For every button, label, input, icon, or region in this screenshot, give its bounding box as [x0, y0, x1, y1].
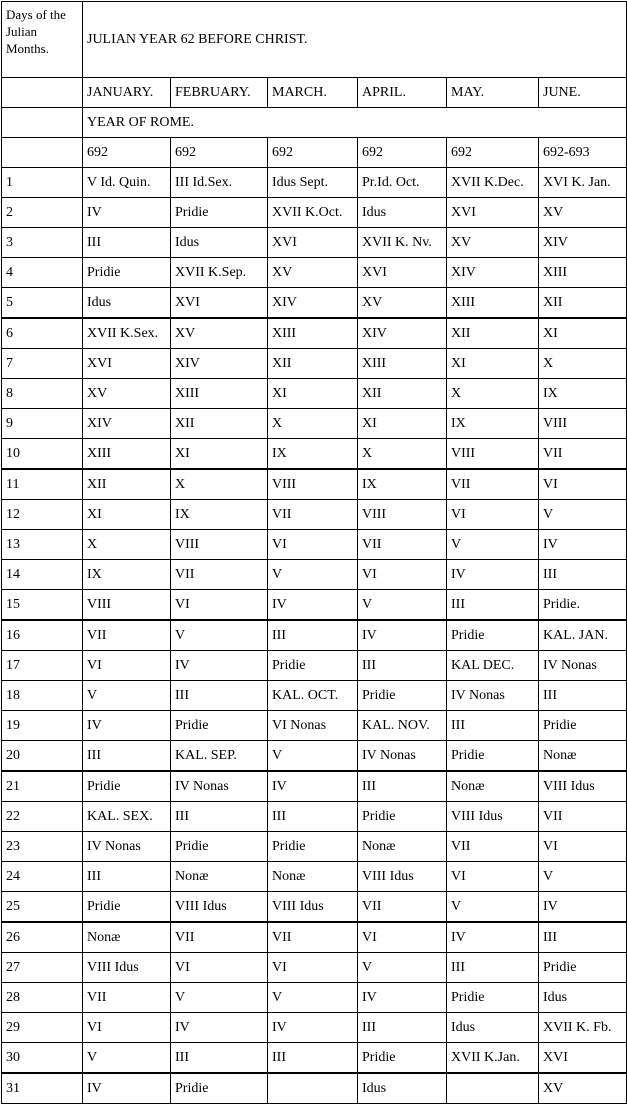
- rome-year: 692: [268, 138, 358, 168]
- date-cell: III: [447, 590, 539, 621]
- date-cell: XVI: [171, 288, 268, 319]
- date-cell: VIII: [171, 530, 268, 560]
- date-cell: V: [447, 530, 539, 560]
- date-cell: Pridie: [539, 711, 627, 741]
- date-cell: III: [268, 620, 358, 651]
- date-cell: Idus: [447, 1013, 539, 1043]
- date-cell: [447, 1073, 539, 1104]
- date-cell: XV: [539, 1073, 627, 1104]
- date-cell: IV Nonas: [358, 741, 447, 772]
- day-number: 4: [2, 258, 83, 288]
- date-cell: XV: [171, 318, 268, 349]
- date-cell: VI: [358, 560, 447, 590]
- table-row: [2, 258, 627, 288]
- date-cell: V: [268, 741, 358, 772]
- date-cell: XVI: [447, 198, 539, 228]
- table-row: [2, 620, 627, 651]
- date-cell: Nonæ: [358, 832, 447, 862]
- date-cell: XVII K.Dec.: [447, 168, 539, 198]
- date-cell: XIV: [358, 318, 447, 349]
- day-number: 16: [2, 620, 83, 651]
- day-number: 7: [2, 349, 83, 379]
- table-row: [2, 168, 627, 198]
- date-cell: XII: [171, 409, 268, 439]
- date-cell: V: [447, 892, 539, 923]
- date-cell: XIV: [268, 288, 358, 319]
- date-cell: V: [268, 560, 358, 590]
- date-cell: VII: [358, 530, 447, 560]
- table-row: [2, 318, 627, 349]
- date-cell: X: [171, 469, 268, 500]
- rome-years-empty: [2, 138, 83, 168]
- date-cell: Pridie: [358, 681, 447, 711]
- date-cell: IV: [171, 651, 268, 681]
- table-row: [2, 832, 627, 862]
- date-cell: III: [171, 1043, 268, 1074]
- month-header: APRIL.: [358, 78, 447, 108]
- date-cell: V: [268, 983, 358, 1013]
- date-cell: Idus Sept.: [268, 168, 358, 198]
- date-cell: Pridie: [171, 832, 268, 862]
- date-cell: VII: [447, 832, 539, 862]
- date-cell: XIII: [539, 258, 627, 288]
- date-cell: XVI: [539, 1043, 627, 1074]
- date-cell: XIV: [447, 258, 539, 288]
- date-cell: VIII: [447, 439, 539, 470]
- date-cell: XV: [539, 198, 627, 228]
- date-cell: VI: [447, 862, 539, 892]
- date-cell: IV: [171, 1013, 268, 1043]
- date-cell: XI: [539, 318, 627, 349]
- date-cell: Pridie: [83, 258, 171, 288]
- date-cell: VI: [83, 1013, 171, 1043]
- date-cell: XVII K.Sep.: [171, 258, 268, 288]
- date-cell: XIII: [171, 379, 268, 409]
- table-row: [2, 651, 627, 681]
- table-row: [2, 681, 627, 711]
- date-cell: Pridie: [447, 741, 539, 772]
- date-cell: XVII K.Oct.: [268, 198, 358, 228]
- date-cell: Pridie: [358, 1043, 447, 1074]
- rome-year: 692-693: [539, 138, 627, 168]
- day-number: 14: [2, 560, 83, 590]
- date-cell: VI: [268, 953, 358, 983]
- date-cell: VI: [447, 500, 539, 530]
- date-cell: [268, 1073, 358, 1104]
- month-header: JANUARY.: [83, 78, 171, 108]
- date-cell: VIII Idus: [268, 892, 358, 923]
- date-cell: VIII Idus: [83, 953, 171, 983]
- date-cell: III: [83, 228, 171, 258]
- day-number: 6: [2, 318, 83, 349]
- month-header: MARCH.: [268, 78, 358, 108]
- month-header: MAY.: [447, 78, 539, 108]
- date-cell: VI: [539, 832, 627, 862]
- table-row: [2, 500, 627, 530]
- day-number: 31: [2, 1073, 83, 1104]
- date-cell: III: [358, 771, 447, 802]
- day-number: 26: [2, 922, 83, 953]
- date-cell: XIII: [447, 288, 539, 319]
- date-cell: III: [358, 651, 447, 681]
- date-cell: XVII K. Nv.: [358, 228, 447, 258]
- day-number: 25: [2, 892, 83, 923]
- date-cell: XII: [358, 379, 447, 409]
- date-cell: VI: [171, 590, 268, 621]
- table-row: [2, 922, 627, 953]
- date-cell: IX: [539, 379, 627, 409]
- date-cell: V: [171, 620, 268, 651]
- date-cell: VIII: [268, 469, 358, 500]
- rome-label-row: [2, 108, 627, 138]
- date-cell: VI: [83, 651, 171, 681]
- date-cell: III: [539, 922, 627, 953]
- date-cell: IV: [83, 711, 171, 741]
- day-number: 29: [2, 1013, 83, 1043]
- date-cell: IV: [447, 560, 539, 590]
- day-number: 23: [2, 832, 83, 862]
- table-row: [2, 560, 627, 590]
- title-row: [2, 2, 627, 78]
- day-number: 1: [2, 168, 83, 198]
- date-cell: Nonæ: [83, 922, 171, 953]
- date-cell: Idus: [83, 288, 171, 319]
- date-cell: III: [83, 741, 171, 772]
- date-cell: X: [358, 439, 447, 470]
- date-cell: KAL. NOV.: [358, 711, 447, 741]
- date-cell: Pridie: [447, 620, 539, 651]
- day-number: 5: [2, 288, 83, 319]
- table-row: [2, 1043, 627, 1074]
- date-cell: IX: [447, 409, 539, 439]
- date-cell: V: [358, 953, 447, 983]
- date-cell: VIII Idus: [171, 892, 268, 923]
- date-cell: XV: [358, 288, 447, 319]
- day-number: 28: [2, 983, 83, 1013]
- date-cell: V: [83, 1043, 171, 1074]
- table-row: [2, 439, 627, 470]
- date-cell: Nonæ: [539, 741, 627, 772]
- day-number: 3: [2, 228, 83, 258]
- date-cell: Pridie: [358, 802, 447, 832]
- date-cell: Pr.Id. Oct.: [358, 168, 447, 198]
- date-cell: Pridie: [83, 892, 171, 923]
- corner-label: Days of the Julian Months.: [2, 2, 83, 78]
- month-header: FEBRUARY.: [171, 78, 268, 108]
- date-cell: IV: [539, 530, 627, 560]
- date-cell: Pridie: [83, 771, 171, 802]
- date-cell: KAL. JAN.: [539, 620, 627, 651]
- rome-label-empty: [2, 108, 83, 138]
- date-cell: IV: [83, 1073, 171, 1104]
- date-cell: IX: [83, 560, 171, 590]
- date-cell: VII: [268, 500, 358, 530]
- table-row: [2, 1013, 627, 1043]
- date-cell: Pridie: [447, 983, 539, 1013]
- day-number: 12: [2, 500, 83, 530]
- date-cell: VII: [171, 560, 268, 590]
- date-cell: IV: [358, 983, 447, 1013]
- date-cell: VII: [83, 983, 171, 1013]
- date-cell: VI Nonas: [268, 711, 358, 741]
- date-cell: VIII Idus: [447, 802, 539, 832]
- date-cell: VII: [171, 922, 268, 953]
- date-cell: III: [447, 953, 539, 983]
- date-cell: XVII K.Jan.: [447, 1043, 539, 1074]
- date-cell: XVI K. Jan.: [539, 168, 627, 198]
- day-number: 15: [2, 590, 83, 621]
- date-cell: III: [539, 681, 627, 711]
- date-cell: KAL. SEP.: [171, 741, 268, 772]
- date-cell: Idus: [539, 983, 627, 1013]
- date-cell: V: [83, 681, 171, 711]
- date-cell: VIII Idus: [539, 771, 627, 802]
- date-cell: KAL. OCT.: [268, 681, 358, 711]
- date-cell: XIV: [83, 409, 171, 439]
- day-number: 11: [2, 469, 83, 500]
- table-row: [2, 228, 627, 258]
- date-cell: III: [358, 1013, 447, 1043]
- date-cell: XII: [539, 288, 627, 319]
- date-cell: X: [447, 379, 539, 409]
- date-cell: III: [268, 1043, 358, 1074]
- date-cell: VIII: [358, 500, 447, 530]
- date-cell: XV: [447, 228, 539, 258]
- day-number: 30: [2, 1043, 83, 1074]
- date-cell: Idus: [171, 228, 268, 258]
- date-cell: VII: [268, 922, 358, 953]
- table-title: JULIAN YEAR 62 BEFORE CHRIST.: [83, 2, 627, 78]
- date-cell: XI: [268, 379, 358, 409]
- date-cell: XII: [83, 469, 171, 500]
- table-row: [2, 590, 627, 621]
- date-cell: XV: [268, 258, 358, 288]
- date-cell: Nonæ: [447, 771, 539, 802]
- rome-year: 692: [358, 138, 447, 168]
- date-cell: IV: [83, 198, 171, 228]
- day-number: 24: [2, 862, 83, 892]
- date-cell: VII: [83, 620, 171, 651]
- date-cell: VII: [447, 469, 539, 500]
- month-header: JUNE.: [539, 78, 627, 108]
- date-cell: V Id. Quin.: [83, 168, 171, 198]
- date-cell: Pridie: [268, 832, 358, 862]
- date-cell: III: [447, 711, 539, 741]
- date-cell: X: [539, 349, 627, 379]
- rome-year: 692: [447, 138, 539, 168]
- date-cell: VI: [539, 469, 627, 500]
- date-cell: Nonæ: [171, 862, 268, 892]
- date-cell: IV Nonas: [83, 832, 171, 862]
- date-cell: Nonæ: [268, 862, 358, 892]
- date-cell: XII: [268, 349, 358, 379]
- day-number: 17: [2, 651, 83, 681]
- date-cell: III: [171, 802, 268, 832]
- date-cell: III Id.Sex.: [171, 168, 268, 198]
- date-cell: XII: [447, 318, 539, 349]
- date-cell: Idus: [358, 198, 447, 228]
- date-cell: XVII K.Sex.: [83, 318, 171, 349]
- month-header-empty: [2, 78, 83, 108]
- table-row: [2, 469, 627, 500]
- date-cell: Pridie: [268, 651, 358, 681]
- day-number: 9: [2, 409, 83, 439]
- date-cell: XVI: [268, 228, 358, 258]
- table-row: [2, 771, 627, 802]
- date-cell: III: [539, 560, 627, 590]
- rome-years-row: [2, 138, 627, 168]
- date-cell: VIII: [83, 590, 171, 621]
- date-cell: Pridie: [171, 198, 268, 228]
- date-cell: IV: [447, 922, 539, 953]
- date-cell: III: [268, 802, 358, 832]
- date-cell: KAL. SEX.: [83, 802, 171, 832]
- rome-label: YEAR OF ROME.: [83, 108, 627, 138]
- date-cell: Idus: [358, 1073, 447, 1104]
- date-cell: VII: [539, 802, 627, 832]
- day-number: 19: [2, 711, 83, 741]
- date-cell: IV Nonas: [539, 651, 627, 681]
- calendar-body: [2, 2, 627, 1104]
- date-cell: IV Nonas: [447, 681, 539, 711]
- day-number: 13: [2, 530, 83, 560]
- date-cell: VIII: [539, 409, 627, 439]
- julian-calendar-table: [1, 1, 627, 1104]
- date-cell: VI: [268, 530, 358, 560]
- table-row: [2, 379, 627, 409]
- date-cell: VII: [539, 439, 627, 470]
- date-cell: XIV: [539, 228, 627, 258]
- table-row: [2, 983, 627, 1013]
- table-row: [2, 530, 627, 560]
- date-cell: XI: [358, 409, 447, 439]
- month-header-row: [2, 78, 627, 108]
- date-cell: XV: [83, 379, 171, 409]
- date-cell: Pridie: [539, 953, 627, 983]
- date-cell: XIII: [358, 349, 447, 379]
- date-cell: IV: [358, 620, 447, 651]
- date-cell: IV: [268, 771, 358, 802]
- table-row: [2, 711, 627, 741]
- date-cell: Pridie: [171, 1073, 268, 1104]
- date-cell: III: [171, 681, 268, 711]
- date-cell: VII: [358, 892, 447, 923]
- date-cell: XIII: [268, 318, 358, 349]
- date-cell: XIV: [171, 349, 268, 379]
- rome-year: 692: [171, 138, 268, 168]
- date-cell: V: [539, 500, 627, 530]
- day-number: 8: [2, 379, 83, 409]
- date-cell: XVI: [83, 349, 171, 379]
- day-number: 20: [2, 741, 83, 772]
- date-cell: VI: [171, 953, 268, 983]
- date-cell: X: [83, 530, 171, 560]
- date-cell: V: [358, 590, 447, 621]
- table-row: [2, 862, 627, 892]
- date-cell: XI: [171, 439, 268, 470]
- date-cell: XI: [83, 500, 171, 530]
- date-cell: III: [83, 862, 171, 892]
- date-cell: IX: [358, 469, 447, 500]
- date-cell: XVI: [358, 258, 447, 288]
- table-row: [2, 953, 627, 983]
- date-cell: XVII K. Fb.: [539, 1013, 627, 1043]
- day-number: 22: [2, 802, 83, 832]
- date-cell: IV: [268, 590, 358, 621]
- table-row: [2, 198, 627, 228]
- date-cell: IV: [268, 1013, 358, 1043]
- day-number: 10: [2, 439, 83, 470]
- table-row: [2, 741, 627, 772]
- date-cell: V: [171, 983, 268, 1013]
- date-cell: X: [268, 409, 358, 439]
- table-row: [2, 892, 627, 923]
- table-row: [2, 802, 627, 832]
- day-number: 21: [2, 771, 83, 802]
- date-cell: IX: [171, 500, 268, 530]
- date-cell: IX: [268, 439, 358, 470]
- date-cell: V: [539, 862, 627, 892]
- table-row: [2, 1073, 627, 1104]
- date-cell: Pridie: [171, 711, 268, 741]
- table-row: [2, 409, 627, 439]
- day-number: 18: [2, 681, 83, 711]
- day-number: 2: [2, 198, 83, 228]
- table-row: [2, 288, 627, 319]
- date-cell: VI: [358, 922, 447, 953]
- table-row: [2, 349, 627, 379]
- date-cell: Pridie.: [539, 590, 627, 621]
- day-number: 27: [2, 953, 83, 983]
- rome-year: 692: [83, 138, 171, 168]
- date-cell: KAL DEC.: [447, 651, 539, 681]
- date-cell: XI: [447, 349, 539, 379]
- date-cell: IV Nonas: [171, 771, 268, 802]
- date-cell: IV: [539, 892, 627, 923]
- date-cell: XIII: [83, 439, 171, 470]
- date-cell: VIII Idus: [358, 862, 447, 892]
